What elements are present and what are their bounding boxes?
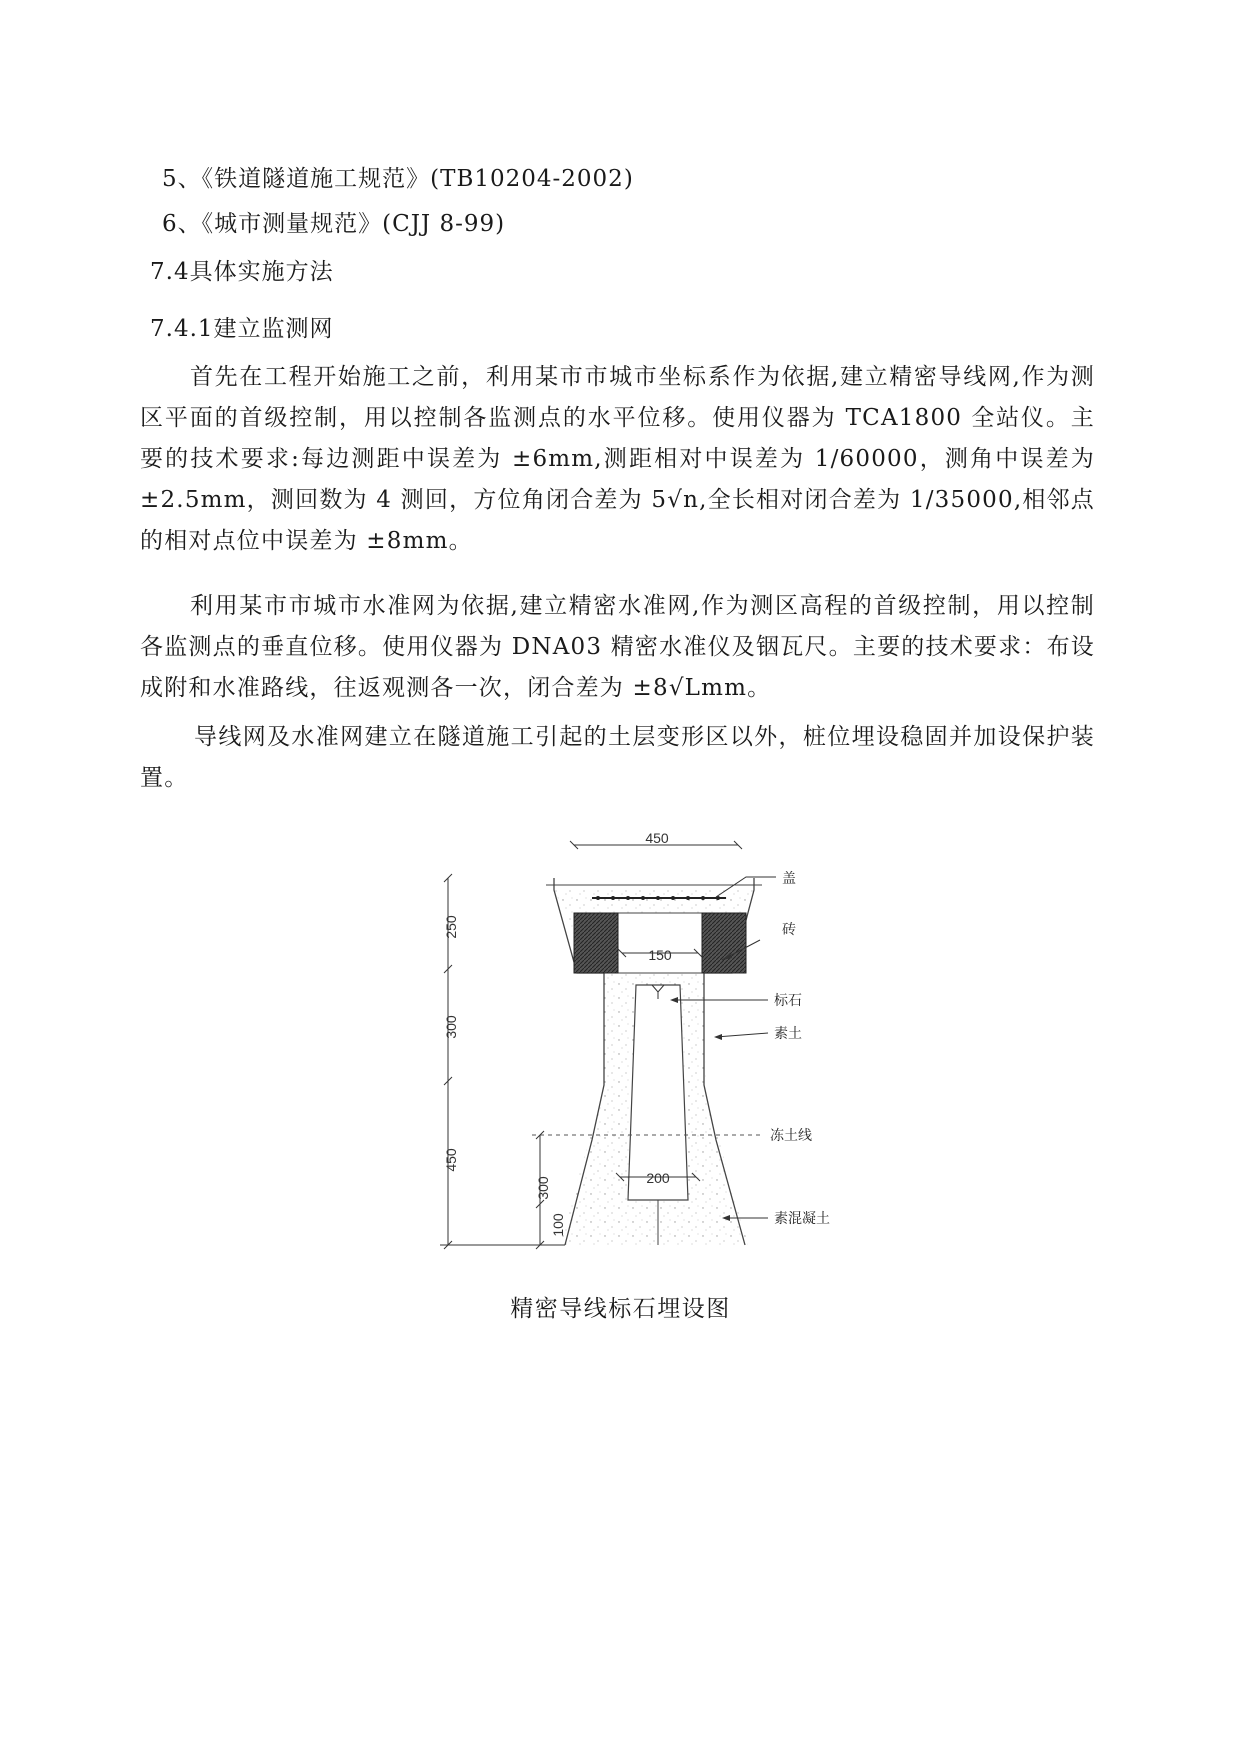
reference-item-5: 5、《铁道隧道施工规范》(TB10204-2002): [162, 166, 634, 192]
figure-caption: 精密导线标石埋设图: [510, 1296, 731, 1322]
label-plain-soil: 素土: [774, 1026, 802, 1042]
section-heading: 7.4具体实施方法: [150, 259, 334, 285]
label-marker-stone: 标石: [774, 993, 802, 1009]
dim-top-width-label: 450: [645, 830, 669, 846]
paragraph-control-network: 首先在工程开始施工之前，利用某市市城市坐标系作为依据,建立精密导线网,作为测区平面的首级控制，用以控制各监测点的水平位移。使用仪器为 TCA1800 全站仪。主要的技术要求:每边测距中误差为 ±6mm,测距相对中误差为 1/60000，测角中误差为 ±2.5mm，测回数为 4 测回，方位角闭合差为 5√n,全长相对闭合差为 1/35000,相邻点的相对点位中误差为 ±8mm。: [140, 364, 1095, 554]
dim-h4-label: 300: [535, 1176, 551, 1200]
brick-left: [574, 913, 618, 973]
dim-h2-label: 300: [443, 1015, 459, 1039]
paragraph-protection: 导线网及水准网建立在隧道施工引起的土层变形区以外，桩位埋设稳固并加设保护装置。: [140, 724, 1095, 791]
label-cover: 盖: [782, 871, 796, 887]
dim-inner-width-label: 150: [648, 947, 672, 963]
inner-chamber: [618, 913, 702, 973]
label-plain-concrete: 素混凝土: [774, 1211, 830, 1227]
dimension-vertical-chain: [440, 874, 566, 1249]
dim-h3-label: 450: [443, 1148, 459, 1172]
paragraph-leveling-network: 利用某市市城市水准网为依据,建立精密水准网,作为测区高程的首级控制，用以控制各监测点的垂直位移。使用仪器为 DNA03 精密水准仪及铟瓦尺。主要的技术要求：布设成附和水准路线，往返观测各一次，闭合差为 ±8√Lmm。: [140, 593, 1095, 701]
dimension-top-width: [570, 830, 742, 849]
brick-right: [702, 913, 746, 973]
label-frost-line: 冻土线: [770, 1128, 812, 1144]
dim-h1-label: 250: [443, 915, 459, 939]
dim-h5-label: 100: [550, 1213, 566, 1237]
dim-base-width-label: 200: [646, 1170, 670, 1186]
label-brick: 砖: [782, 922, 796, 938]
subsection-heading: 7.4.1建立监测网: [150, 316, 334, 342]
reference-item-6: 6、《城市测量规范》(CJJ 8-99): [162, 211, 506, 237]
